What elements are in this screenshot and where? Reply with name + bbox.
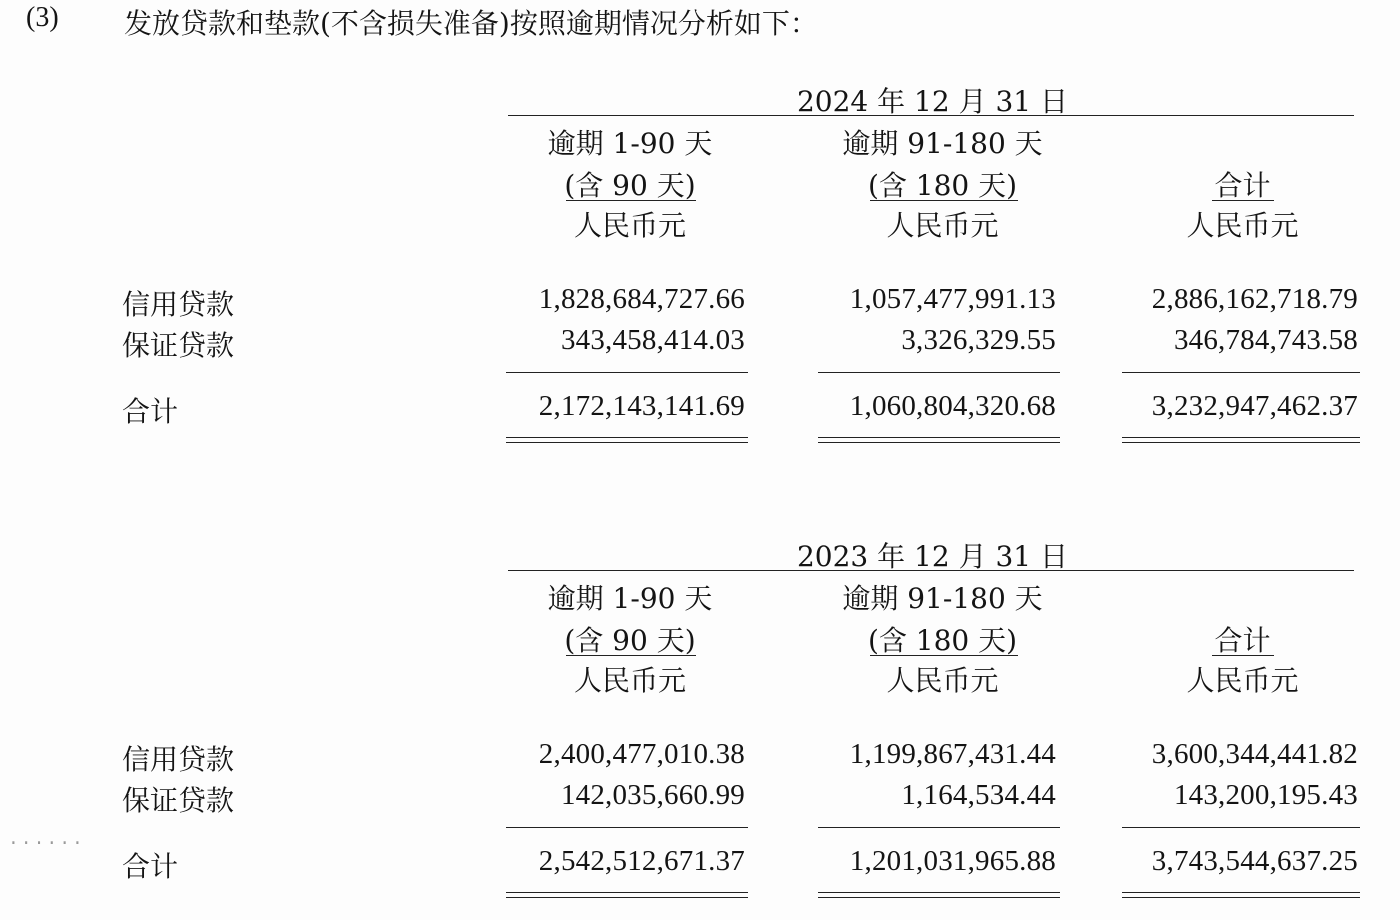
col-unit: 人民币元	[573, 664, 686, 697]
subtotal-rule	[506, 372, 748, 373]
value-cell: 2,400,477,010.38	[538, 738, 745, 770]
value-cell: 343,458,414.03	[560, 324, 745, 356]
subtotal-rule	[506, 827, 748, 828]
value-cell: 3,326,329.55	[901, 324, 1056, 356]
header-underline	[566, 200, 696, 201]
col-unit: 人民币元	[573, 209, 686, 242]
table-date: 2024 年 12 月 31 日	[796, 85, 1069, 118]
total-double-rule	[506, 437, 748, 443]
subtotal-rule	[818, 827, 1060, 828]
subtotal-rule	[1122, 372, 1360, 373]
row-label-total: 合计	[122, 850, 179, 883]
value-cell: 1,057,477,991.13	[849, 283, 1056, 315]
col-header-overdue-1-90: 逾期 1-90 天	[547, 582, 713, 615]
col-unit: 人民币元	[886, 664, 999, 697]
row-label-credit-loans: 信用贷款	[122, 743, 235, 776]
col-header-total: 合计	[1214, 624, 1271, 657]
header-underline	[870, 200, 1018, 201]
value-cell: 346,784,743.58	[1173, 324, 1358, 356]
col-header-overdue-1-90-note: (含 90 天)	[564, 169, 696, 202]
value-cell: 1,164,534.44	[901, 779, 1056, 811]
col-unit: 人民币元	[1186, 209, 1299, 242]
col-header-overdue-91-180-note: (含 180 天)	[867, 169, 1018, 202]
value-cell: 2,886,162,718.79	[1151, 283, 1358, 315]
overdue-table-2023	[0, 455, 1400, 915]
col-header-overdue-91-180-note: (含 180 天)	[867, 624, 1018, 657]
section-title: 发放贷款和垫款(不含损失准备)按照逾期情况分析如下：	[124, 7, 818, 40]
col-unit: 人民币元	[1186, 664, 1299, 697]
table-date: 2023 年 12 月 31 日	[796, 540, 1069, 573]
col-header-overdue-91-180: 逾期 91-180 天	[842, 127, 1043, 160]
total-double-rule	[818, 892, 1060, 898]
section-number: (3)	[26, 2, 59, 33]
subtotal-rule	[818, 372, 1060, 373]
col-header-overdue-1-90-note: (含 90 天)	[564, 624, 696, 657]
total-cell: 2,542,512,671.37	[538, 845, 745, 877]
col-header-total: 合计	[1214, 169, 1271, 202]
total-cell: 1,060,804,320.68	[849, 390, 1056, 422]
date-underline	[508, 570, 1354, 571]
value-cell: 1,828,684,727.66	[538, 283, 745, 315]
value-cell: 3,600,344,441.82	[1151, 738, 1358, 770]
total-cell: 1,201,031,965.88	[849, 845, 1056, 877]
col-header-overdue-1-90: 逾期 1-90 天	[547, 127, 713, 160]
header-underline	[1212, 655, 1274, 656]
value-cell: 142,035,660.99	[560, 779, 745, 811]
row-label-total: 合计	[122, 395, 179, 428]
total-cell: 3,232,947,462.37	[1151, 390, 1358, 422]
total-double-rule	[1122, 437, 1360, 443]
col-header-overdue-91-180: 逾期 91-180 天	[842, 582, 1043, 615]
total-double-rule	[1122, 892, 1360, 898]
header-underline	[870, 655, 1018, 656]
value-cell: 1,199,867,431.44	[849, 738, 1056, 770]
total-cell: 2,172,143,141.69	[538, 390, 745, 422]
row-label-credit-loans: 信用贷款	[122, 288, 235, 321]
total-cell: 3,743,544,637.25	[1151, 845, 1358, 877]
header-underline	[566, 655, 696, 656]
row-label-guaranteed-loans: 保证贷款	[122, 784, 235, 817]
total-double-rule	[506, 892, 748, 898]
total-double-rule	[818, 437, 1060, 443]
subtotal-rule	[1122, 827, 1360, 828]
col-unit: 人民币元	[886, 209, 999, 242]
margin-dots: ......	[8, 830, 85, 850]
row-label-guaranteed-loans: 保证贷款	[122, 329, 235, 362]
date-underline	[508, 115, 1354, 116]
header-underline	[1212, 200, 1274, 201]
value-cell: 143,200,195.43	[1173, 779, 1358, 811]
